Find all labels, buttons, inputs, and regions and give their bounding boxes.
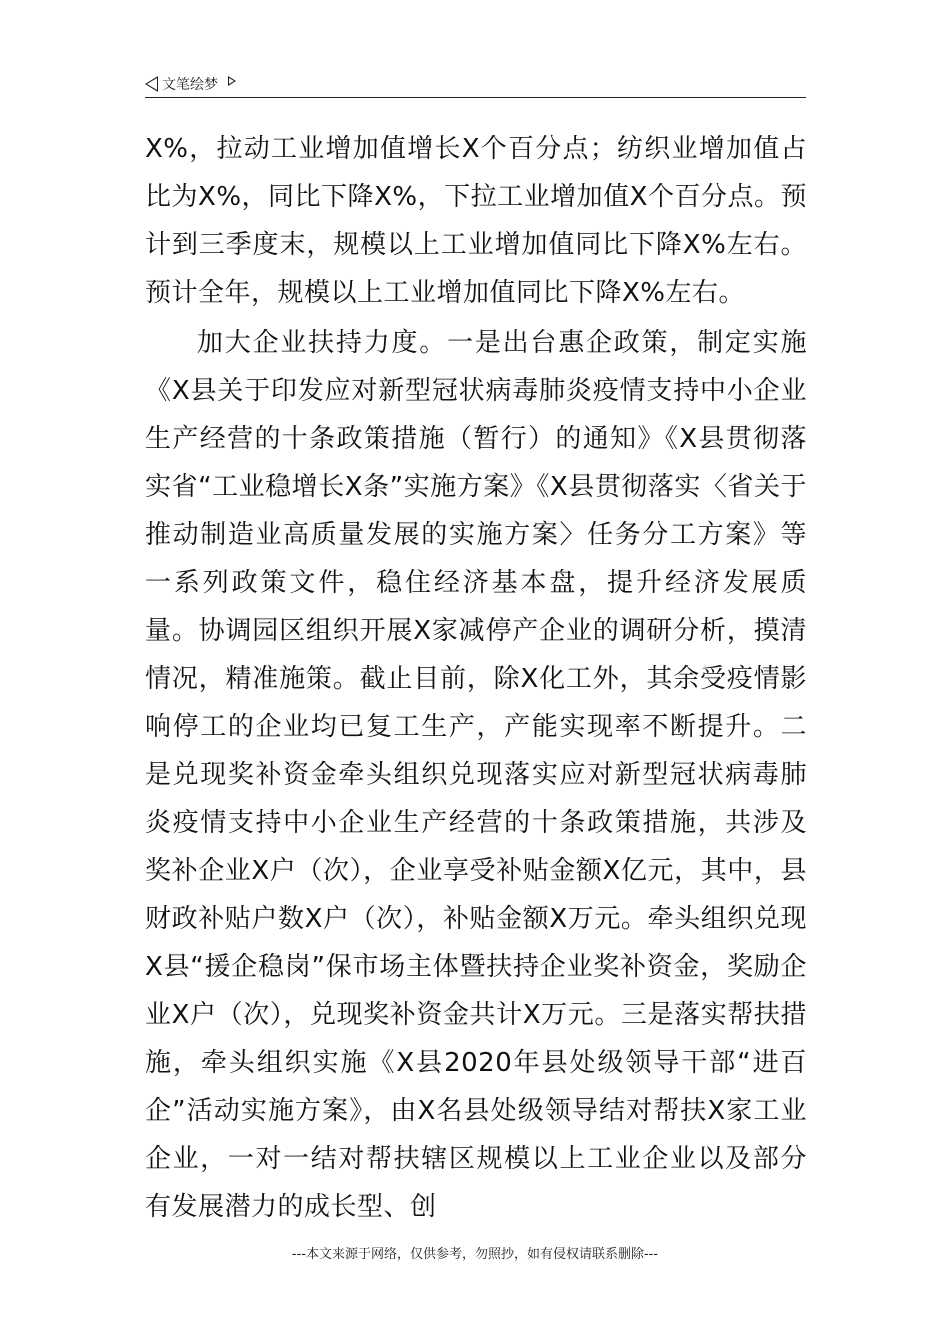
triangle-left-icon (145, 76, 158, 92)
paragraph-2: 加大企业扶持力度。一是出台惠企政策，制定实施《X县关于印发应对新型冠状病毒肺炎疫情支持中小企业生产经营的十条政策措施（暂行）的通知》《X县贯彻落实省“工业稳增长X条”实施方案》《X县贯彻落实〈省关于推动制造业高质量发展的实施方案〉任务分工方案》等一系列政策文件，稳住经济基本盘，提升经济发展质量。协调园区组织开展X家减停产企业的调研分析，摸清情况，精准施策。截止目前，除X化工外，其余受疫情影响停工的企业均已复工生产，产能实现率不断提升。二是兑现奖补资金牵头组织兑现落实应对新型冠状病毒肺炎疫情支持中小企业生产经营的十条政策措施，共涉及奖补企业X户（次），企业享受补贴金额X亿元，其中，县财政补贴户数X户（次），补贴金额X万元。牵头组织兑现X县“援企稳岗”保市场主体暨扶持企业奖补资金，奖励企业X户（次），兑现奖补资金共计X万元。三是落实帮扶措施，牵头组织实施《X县2020年县处级领导干部“进百企”活动实施方案》，由X名县处级领导结对帮扶X家工业企业，一对一结对帮扶辖区规模以上工业企业以及部分有发展潜力的成长型、创 (145, 328, 807, 1222)
triangle-right-icon (228, 76, 236, 86)
header-divider (145, 97, 806, 98)
page-footer: ---本文来源于网络，仅供参考，勿照抄，如有侵权请联系删除--- (291, 1247, 659, 1262)
header-title: 文笔绘梦 (162, 77, 218, 93)
page-header (145, 72, 236, 96)
paragraph-1: X%，拉动工业增加值增长X个百分点；纺织业增加值占比为X%，同比下降X%，下拉工业增加值X个百分点。预计到三季度末，规模以上工业增加值同比下降X%左右。预计全年，规模以上工业增加值同比下降X%左右。 (145, 134, 807, 308)
document-body (145, 125, 807, 1231)
